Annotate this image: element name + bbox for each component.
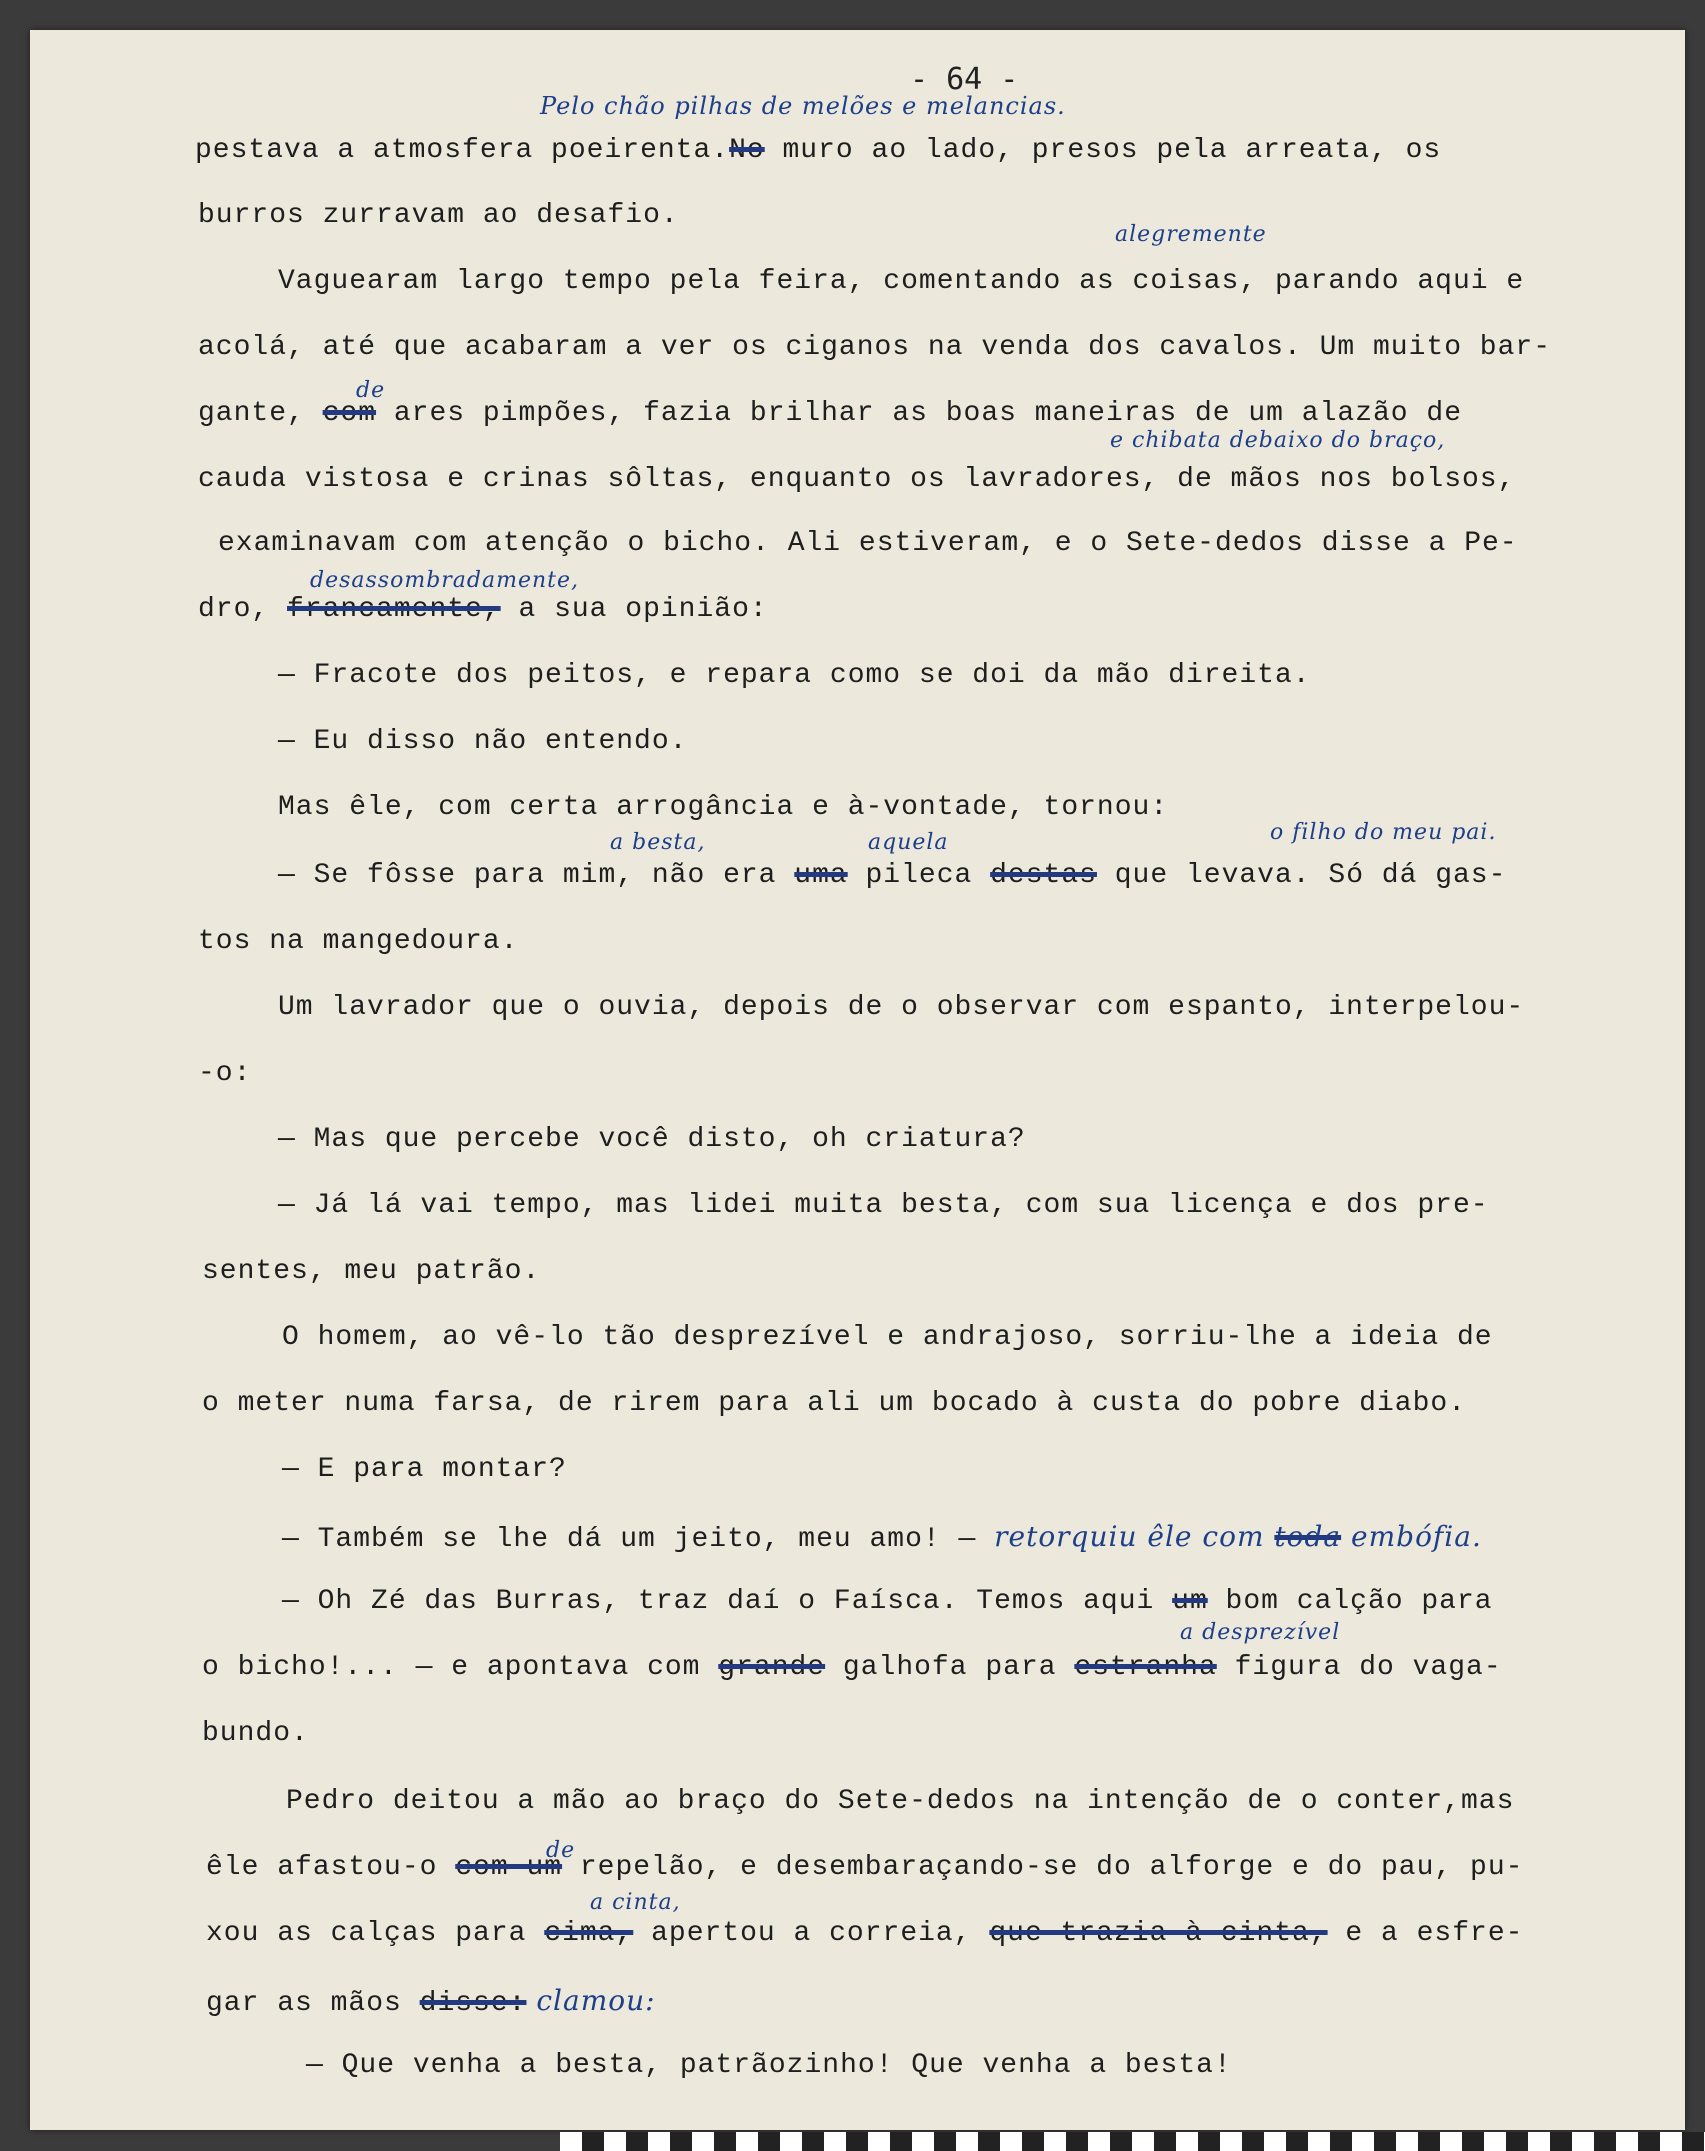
- text-line: o bicho!... — e apontava com grande galhofa para estranha figura do vaga-: [202, 1652, 1502, 1683]
- typed-text-body: [30, 30, 1685, 2130]
- text-line: gante, com ares pimpões, fazia brilhar as boas maneiras de um alazão de: [198, 398, 1463, 429]
- text-line: Um lavrador que o ouvia, depois de o observar com espanto, interpelou-: [278, 992, 1525, 1023]
- text-line: — Fracote dos peitos, e repara como se doi da mão direita.: [278, 660, 1311, 691]
- page-number: - 64 -: [910, 62, 1019, 97]
- handwritten-note: de: [546, 1838, 576, 1863]
- text-line: êle afastou-o com um repelão, e desembaraçando-se do alforge e do pau, pu-: [206, 1852, 1524, 1883]
- scan-calibration-bar: [560, 2132, 1705, 2151]
- text-line: — Se fôsse para mim, não era uma pileca destas que levava. Só dá gas-: [278, 860, 1507, 891]
- text-line: pestava a atmosfera poeirenta.No muro ao lado, presos pela arreata, os: [195, 135, 1442, 166]
- handwritten-note: desassombradamente,: [310, 568, 580, 593]
- handwritten-note: o filho do meu pai.: [1270, 820, 1497, 845]
- text-line: — Já lá vai tempo, mas lidei muita besta, com sua licença e dos pre-: [278, 1190, 1489, 1221]
- handwritten-note: alegremente: [1115, 222, 1267, 247]
- handwritten-note: e chibata debaixo do braço,: [1110, 428, 1446, 453]
- text-line: acolá, até que acabaram a ver os ciganos na venda dos cavalos. Um muito bar-: [198, 332, 1552, 363]
- text-line: cauda vistosa e crinas sôltas, enquanto os lavradores, de mãos nos bolsos,: [198, 464, 1516, 495]
- text-line: examinavam com atenção o bicho. Ali estiveram, e o Sete-dedos disse a Pe-: [218, 528, 1518, 559]
- text-line: burros zurravam ao desafio.: [198, 200, 679, 231]
- text-line: Pedro deitou a mão ao braço do Sete-dedos na intenção de o conter,mas: [286, 1786, 1515, 1817]
- handwritten-note: aquela: [868, 830, 949, 855]
- text-line: O homem, ao vê-lo tão desprezível e andrajoso, sorriu-lhe a ideia de: [282, 1322, 1493, 1353]
- text-line: Vaguearam largo tempo pela feira, comentando as coisas, parando aqui e: [278, 266, 1525, 297]
- text-line: — Eu disso não entendo.: [278, 726, 688, 757]
- text-line: xou as calças para cima, apertou a correia, que trazia à cinta, e a esfre-: [206, 1918, 1524, 1949]
- text-line: — E para montar?: [282, 1454, 567, 1485]
- text-line: gar as mãos disse: clamou:: [206, 1984, 656, 2019]
- manuscript-page: [30, 30, 1685, 2130]
- handwritten-note: Pelo chão pilhas de melões e melancias.: [540, 92, 1066, 120]
- text-line: -o:: [198, 1058, 252, 1089]
- text-line: — Oh Zé das Burras, traz daí o Faísca. Temos aqui um bom calção para: [282, 1586, 1493, 1617]
- text-line: — Que venha a besta, patrãozinho! Que venha a besta!: [306, 2050, 1232, 2081]
- handwritten-note: de: [356, 378, 386, 403]
- text-line: dro, francamente, a sua opinião:: [198, 594, 768, 625]
- text-line: bundo.: [202, 1718, 309, 1749]
- text-line: o meter numa farsa, de rirem para ali um bocado à custa do pobre diabo.: [202, 1388, 1466, 1419]
- text-line: Mas êle, com certa arrogância e à-vontade, tornou:: [278, 792, 1169, 823]
- text-line: tos na mangedoura.: [198, 926, 519, 957]
- handwritten-note: a cinta,: [590, 1890, 681, 1915]
- text-line: — Também se lhe dá um jeito, meu amo! — retorquiu êle com toda embófia.: [282, 1520, 1482, 1555]
- handwritten-note: a desprezível: [1180, 1620, 1341, 1645]
- handwritten-note: a besta,: [610, 830, 706, 855]
- text-line: sentes, meu patrão.: [202, 1256, 541, 1287]
- text-line: — Mas que percebe você disto, oh criatura?: [278, 1124, 1026, 1155]
